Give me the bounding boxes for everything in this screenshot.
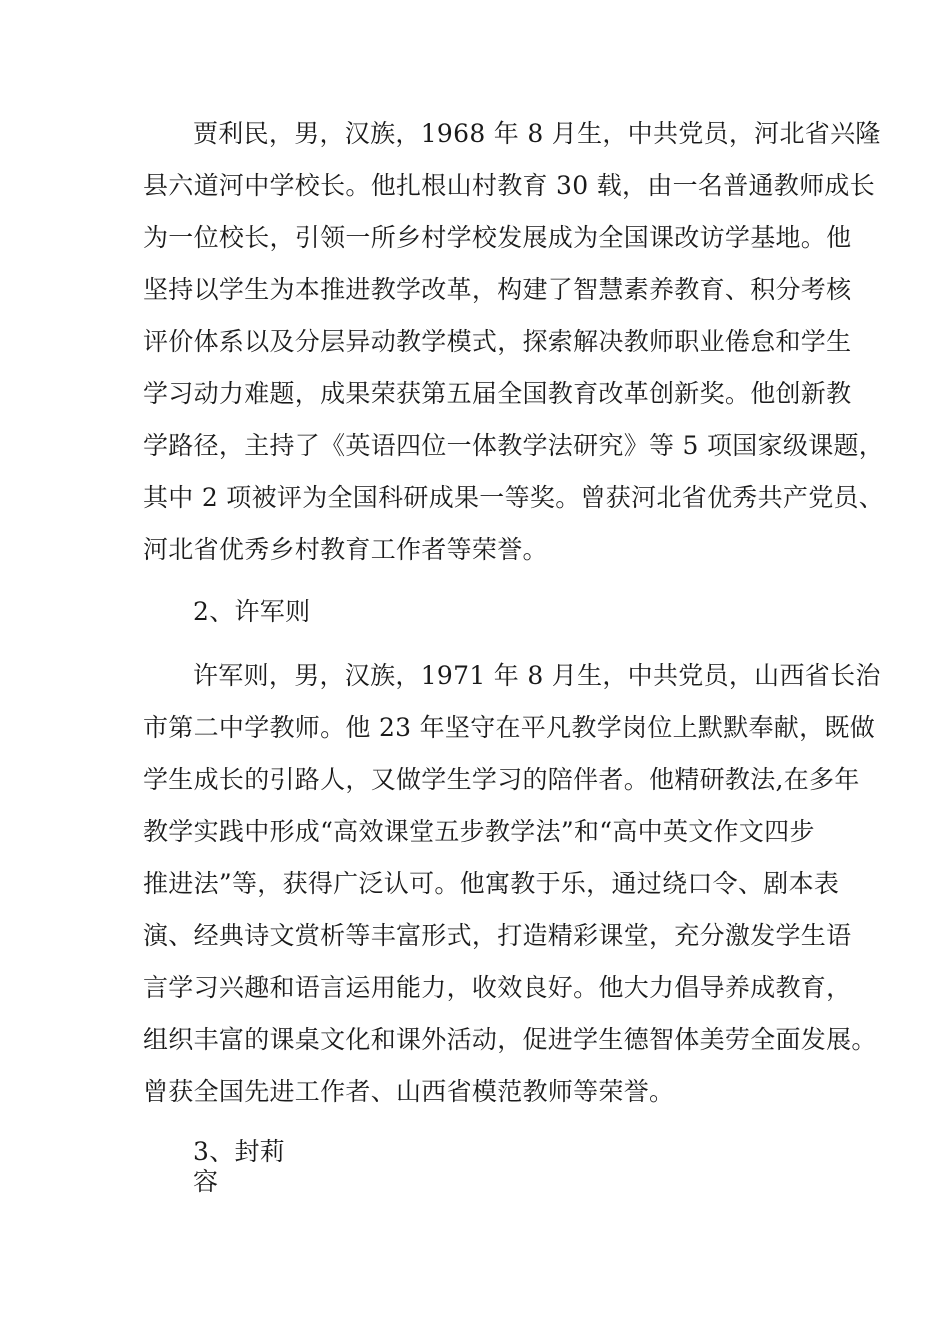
paragraph-line: 推进法”等，获得广泛认可。他寓教于乐，通过绕口令、剧本表 xyxy=(143,869,840,898)
paragraph-line: 许军则，男，汉族，1971 年 8 月生，中共党员，山西省长治 xyxy=(193,661,881,690)
paragraph-line: 贾利民，男，汉族，1968 年 8 月生，中共党员，河北省兴隆 xyxy=(193,119,881,148)
paragraph-line: 言学习兴趣和语言运用能力，收效良好。他大力倡导养成教育， xyxy=(143,973,852,1002)
paragraph-line: 其中 2 项被评为全国科研成果一等奖。曾获河北省优秀共产党员、 xyxy=(143,483,885,512)
paragraph-line: 为一位校长，引领一所乡村学校发展成为全国课改访学基地。他 xyxy=(143,223,852,252)
paragraph-line: 评价体系以及分层异动教学模式，探索解决教师职业倦怠和学生 xyxy=(143,327,852,356)
paragraph-line: 学生成长的引路人，又做学生学习的陪伴者。他精研教法,在多年 xyxy=(143,765,860,794)
paragraph-line: 坚持以学生为本推进教学改革，构建了智慧素养教育、积分考核 xyxy=(143,275,852,304)
heading-line: 3、封莉 xyxy=(193,1137,286,1166)
paragraph-line: 教学实践中形成“高效课堂五步教学法”和“高中英文作文四步 xyxy=(143,817,815,846)
paragraph-line: 市第二中学教师。他 23 年坚守在平凡教学岗位上默默奉献，既做 xyxy=(143,713,876,742)
paragraph-line: 河北省优秀乡村教育工作者等荣誉。 xyxy=(143,535,548,564)
paragraph-line: 学习动力难题，成果荣获第五届全国教育改革创新奖。他创新教 xyxy=(143,379,852,408)
paragraph-line: 曾获全国先进工作者、山西省模范教师等荣誉。 xyxy=(143,1077,675,1106)
heading-line: 容 xyxy=(193,1167,219,1196)
paragraph-line: 组织丰富的课桌文化和课外活动，促进学生德智体美劳全面发展。 xyxy=(143,1025,877,1054)
paragraph-line: 学路径，主持了《英语四位一体教学法研究》等 5 项国家级课题， xyxy=(143,431,885,460)
paragraph-line: 县六道河中学校长。他扎根山村教育 30 载，由一名普通教师成长 xyxy=(143,171,876,200)
paragraph-line: 演、经典诗文赏析等丰富形式，打造精彩课堂，充分激发学生语 xyxy=(143,921,852,950)
section-heading-xu-junze: 2、许军则 xyxy=(193,597,311,626)
